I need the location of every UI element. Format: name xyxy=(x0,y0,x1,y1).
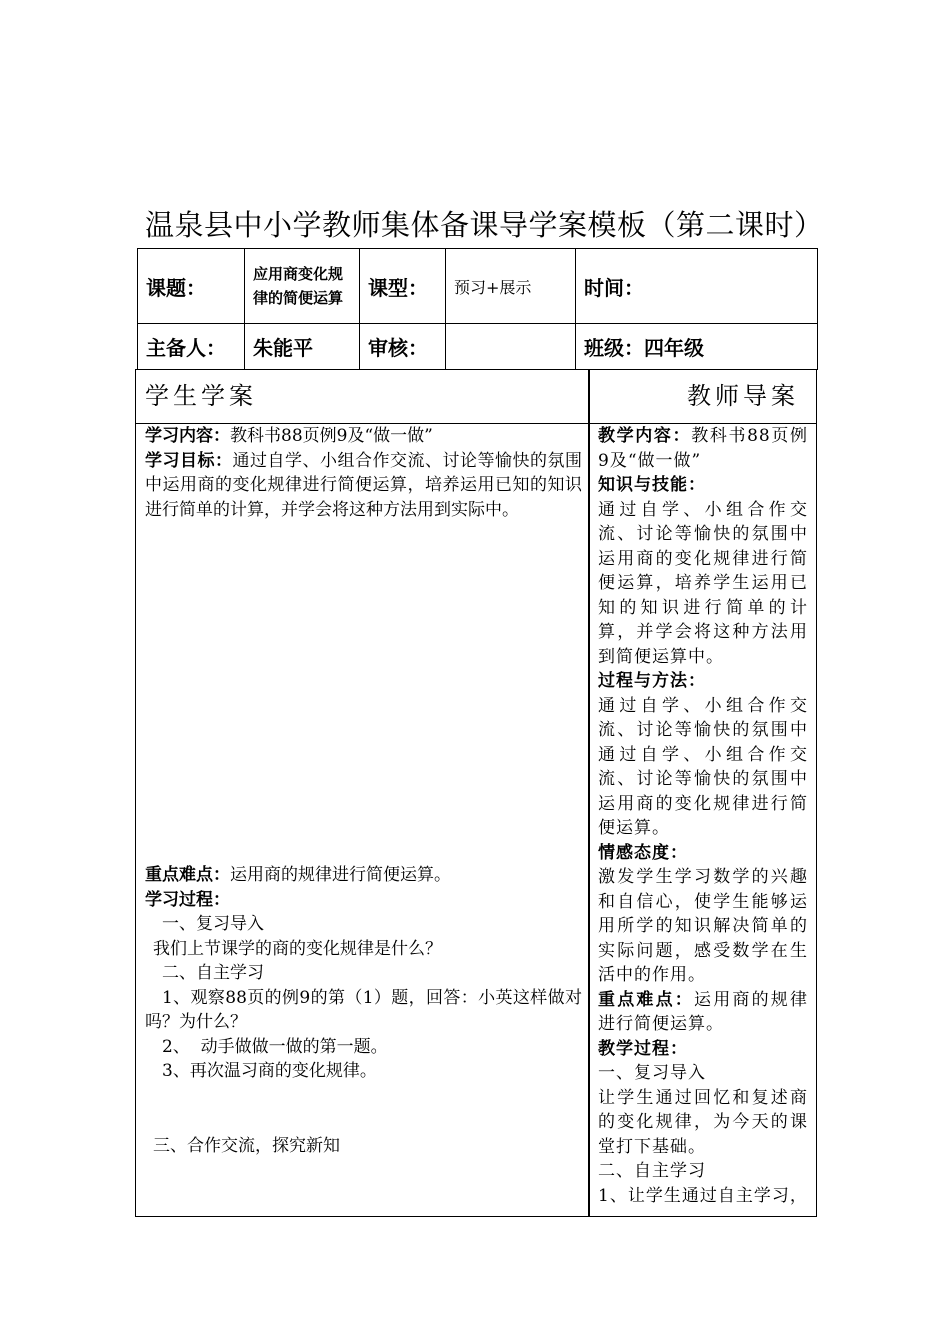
header-table xyxy=(137,248,818,370)
type-label-cell xyxy=(360,249,446,324)
teacher-heading: 教师导案 xyxy=(589,370,816,424)
teacher-skill-text: 通过自学、小组合作交流、讨论等愉快的氛围中运用商的变化规律进行简便运算，培养学生运用已知的知识进行简单的计算，并学会将这种方法用到简便运算中。 xyxy=(598,499,808,667)
student-key-label: 重点难点： xyxy=(145,865,230,885)
type-value: 预习+展示 xyxy=(454,277,532,297)
type-label: 课型： xyxy=(368,275,428,300)
review-label: 审核： xyxy=(368,336,428,360)
teacher-emotion-text: 激发学生学习数学的兴趣和自信心，使学生能够运用所学的知识解决简单的实际问题，感受数学在生活中的作用。 xyxy=(598,867,808,985)
time-cell xyxy=(576,249,818,324)
student-goal-text: 通过自学、小组合作交流、讨论等愉快的氛围中运用商的变化规律进行简便运算，培养运用已知的知识进行简单的计算，并学会将这种方法用到实际中。 xyxy=(145,450,582,520)
teacher-content-text: 教科书88页例9及“做一做” xyxy=(598,426,808,471)
student-process-line: 二、自主学习 xyxy=(162,963,264,983)
teacher-method-text: 通过自学、小组合作交流、讨论等愉快的氛围中通过自学、小组合作交流、讨论等愉快的氛围中运用商的变化规律进行简便运算。 xyxy=(598,695,808,838)
student-process-line: 3、再次温习商的变化规律。 xyxy=(162,1061,377,1081)
class-value: 四年级 xyxy=(644,336,704,360)
teacher-skill-label: 知识与技能： xyxy=(598,475,706,495)
document-title: 温泉县中小学教师集体备课导学案模板（第二课时） xyxy=(145,208,824,242)
preparer-label-cell xyxy=(138,324,245,370)
preparer-label: 主备人： xyxy=(146,336,226,360)
student-process-line: 我们上节课学的商的变化规律是什么？ xyxy=(153,938,442,959)
teacher-key-label: 重点难点： xyxy=(598,989,694,1010)
student-last-line: 三、合作交流，探究新知 xyxy=(153,1135,340,1156)
teacher-body xyxy=(589,424,816,1208)
preparer-value-cell xyxy=(245,324,360,370)
teacher-process-line: 1、让学生通过自主学习， xyxy=(598,1185,808,1206)
student-key-text: 运用商的规律进行简便运算。 xyxy=(230,865,451,885)
student-heading: 学生学案 xyxy=(136,370,589,424)
teacher-process-label: 教学过程： xyxy=(598,1038,688,1059)
teacher-key-text: 运用商的规律进行简便运算。 xyxy=(598,989,808,1034)
teacher-process-line: 一、复习导入 xyxy=(598,1063,706,1083)
student-body xyxy=(136,424,589,1158)
topic-value: 应用商变化规律的简便运算 xyxy=(253,265,344,307)
teacher-process-line: 让学生通过回忆和复述商的变化规律，为今天的课堂打下基础。 xyxy=(598,1087,808,1157)
time-label: 时间： xyxy=(584,275,644,300)
review-label-cell xyxy=(360,324,446,370)
topic-label-cell xyxy=(138,249,245,324)
teacher-column xyxy=(588,369,817,1217)
student-process-line: 2、 动手做做一做的第一题。 xyxy=(162,1036,388,1057)
preparer-value: 朱能平 xyxy=(253,336,313,360)
topic-value-cell xyxy=(245,249,360,324)
teacher-method-label: 过程与方法： xyxy=(598,671,706,691)
student-process-line: 1、观察88页的例9的第（1）题，回答：小英这样做对吗？为什么？ xyxy=(145,987,582,1032)
student-column xyxy=(135,369,590,1217)
review-value-cell xyxy=(446,324,576,370)
student-process-label: 学习过程： xyxy=(145,889,230,910)
teacher-process-line: 二、自主学习 xyxy=(598,1161,706,1181)
student-goal-label: 学习目标： xyxy=(145,450,233,471)
student-content-text: 教科书88页例9及“做一做” xyxy=(230,426,433,446)
teacher-emotion-label: 情感态度： xyxy=(598,842,688,863)
student-process-line: 一、复习导入 xyxy=(162,914,264,934)
class-label: 班级： xyxy=(584,336,644,360)
teacher-content-label: 教学内容： xyxy=(598,426,692,446)
type-value-cell xyxy=(446,249,576,324)
student-content-label: 学习内容： xyxy=(145,426,230,446)
class-cell xyxy=(576,324,818,370)
topic-label: 课题： xyxy=(146,275,206,300)
